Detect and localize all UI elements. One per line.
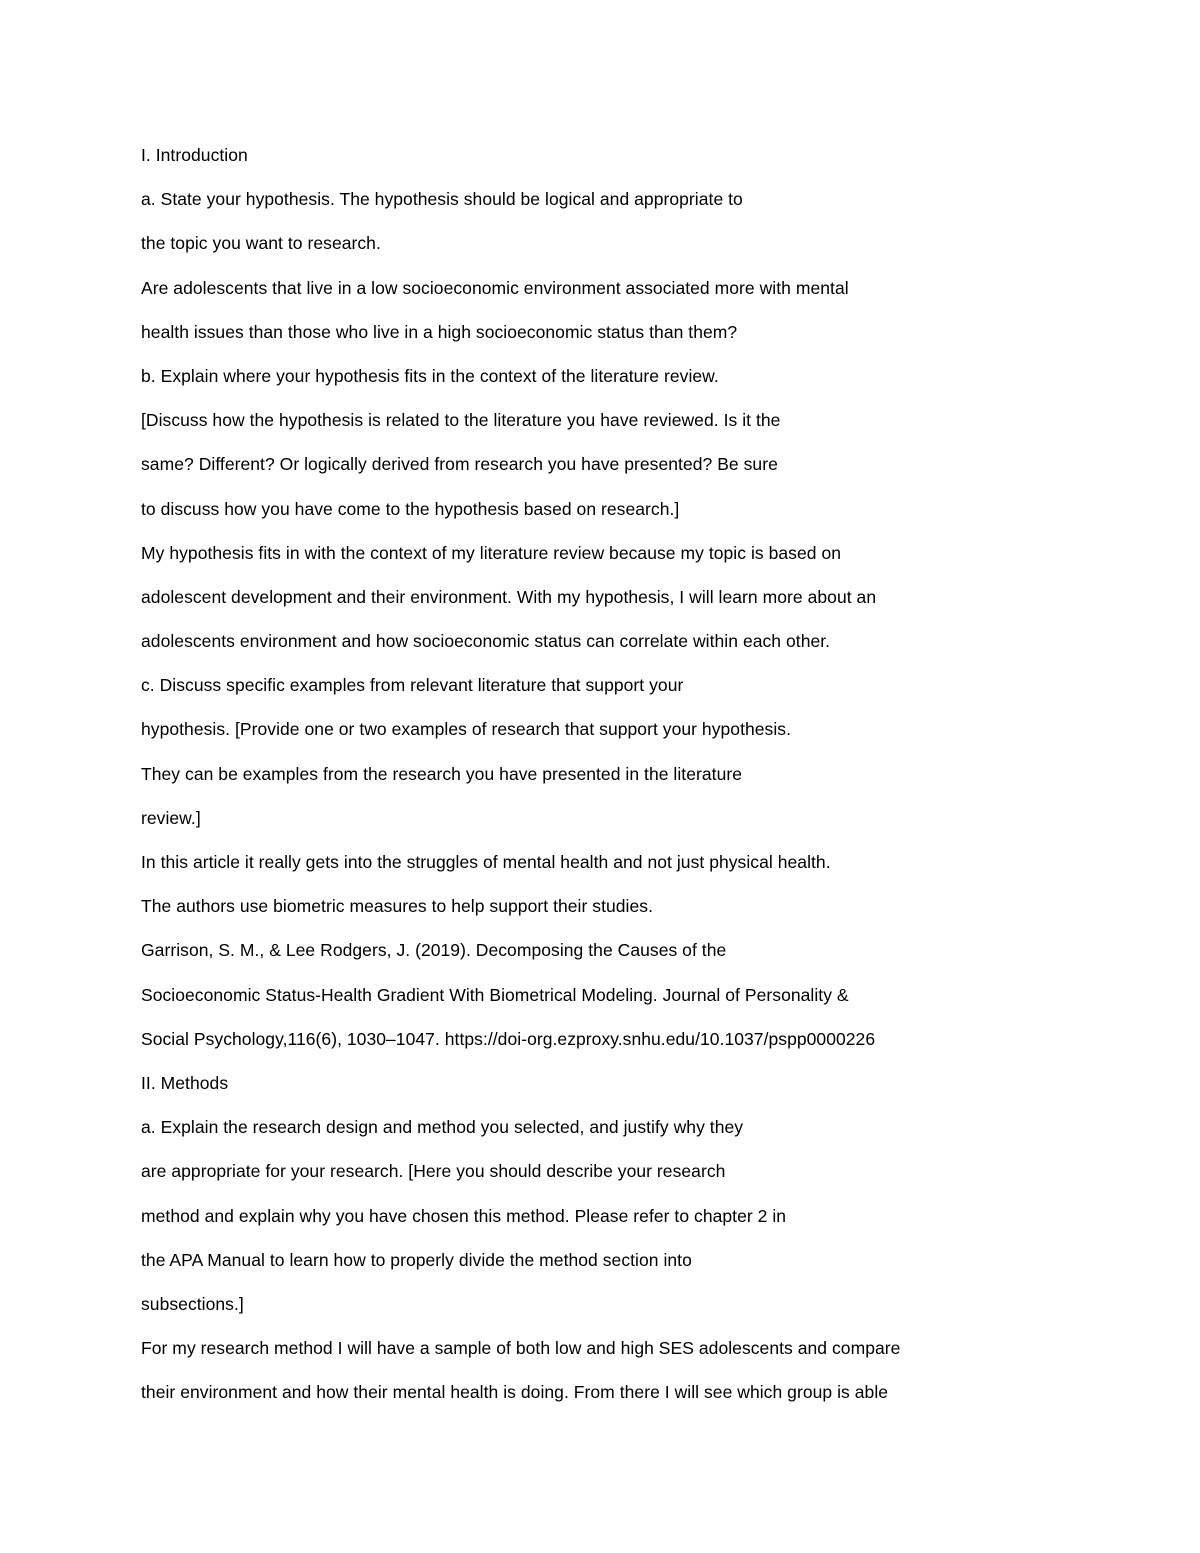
prompt-line: same? Different? Or logically derived from research you have presented? Be sure [141,454,778,475]
answer-line: their environment and how their mental health is doing. From there I will see which group is able [141,1382,889,1403]
answer-line: The authors use biometric measures to help support their studies. [141,896,653,917]
answer-line: health issues than those who live in a high socioeconomic status than them? [141,321,738,342]
answer-line: adolescent development and their environment. With my hypothesis, I will learn more about an [141,586,877,607]
answer-line: adolescents environment and how socioeconomic status can correlate within each other. [141,631,831,652]
prompt-line: hypothesis. [Provide one or two examples of research that support your hypothesis. [141,719,792,740]
prompt-line: [Discuss how the hypothesis is related to the literature you have reviewed. Is it the [141,410,781,431]
prompt-line: the APA Manual to learn how to properly divide the method section into [141,1249,692,1270]
answer-line: Are adolescents that live in a low socioeconomic environment associated more with mental [141,277,849,298]
prompt-line: review.] [141,807,201,828]
prompt-line: to discuss how you have come to the hypothesis based on research.] [141,498,680,519]
answer-line: In this article it really gets into the struggles of mental health and not just physical health. [141,852,831,872]
answer-line: My hypothesis fits in with the context of my literature review because my topic is based on [141,542,842,563]
prompt-line: c. Discuss specific examples from relevant literature that support your [141,675,684,696]
prompt-line: are appropriate for your research. [Here you should describe your research [141,1161,726,1182]
heading-introduction: I. Introduction [141,145,248,165]
citation-line: Socioeconomic Status-Health Gradient With Biometrical Modeling. Journal of Personality & [141,984,849,1005]
prompt-line: the topic you want to research. [141,233,381,254]
citation-line: Garrison, S. M., & Lee Rodgers, J. (2019). Decomposing the Causes of the [141,940,727,961]
prompt-line: method and explain why you have chosen this method. Please refer to chapter 2 in [141,1205,787,1226]
document-body [141,140,1141,1421]
prompt-line: They can be examples from the research you have presented in the literature [141,763,743,784]
heading-methods: II. Methods [141,1072,229,1093]
prompt-line: b. Explain where your hypothesis fits in the context of the literature review. [141,365,719,386]
citation-line: Social Psychology,116(6), 1030–1047. https://doi-org.ezproxy.snhu.edu/10.1037/pspp0000226 [141,1028,876,1049]
prompt-line: subsections.] [141,1293,244,1314]
answer-line: For my research method I will have a sample of both low and high SES adolescents and compare [141,1338,901,1359]
prompt-line: a. Explain the research design and method you selected, and justify why they [141,1117,744,1138]
prompt-line: a. State your hypothesis. The hypothesis should be logical and appropriate to [141,189,743,210]
